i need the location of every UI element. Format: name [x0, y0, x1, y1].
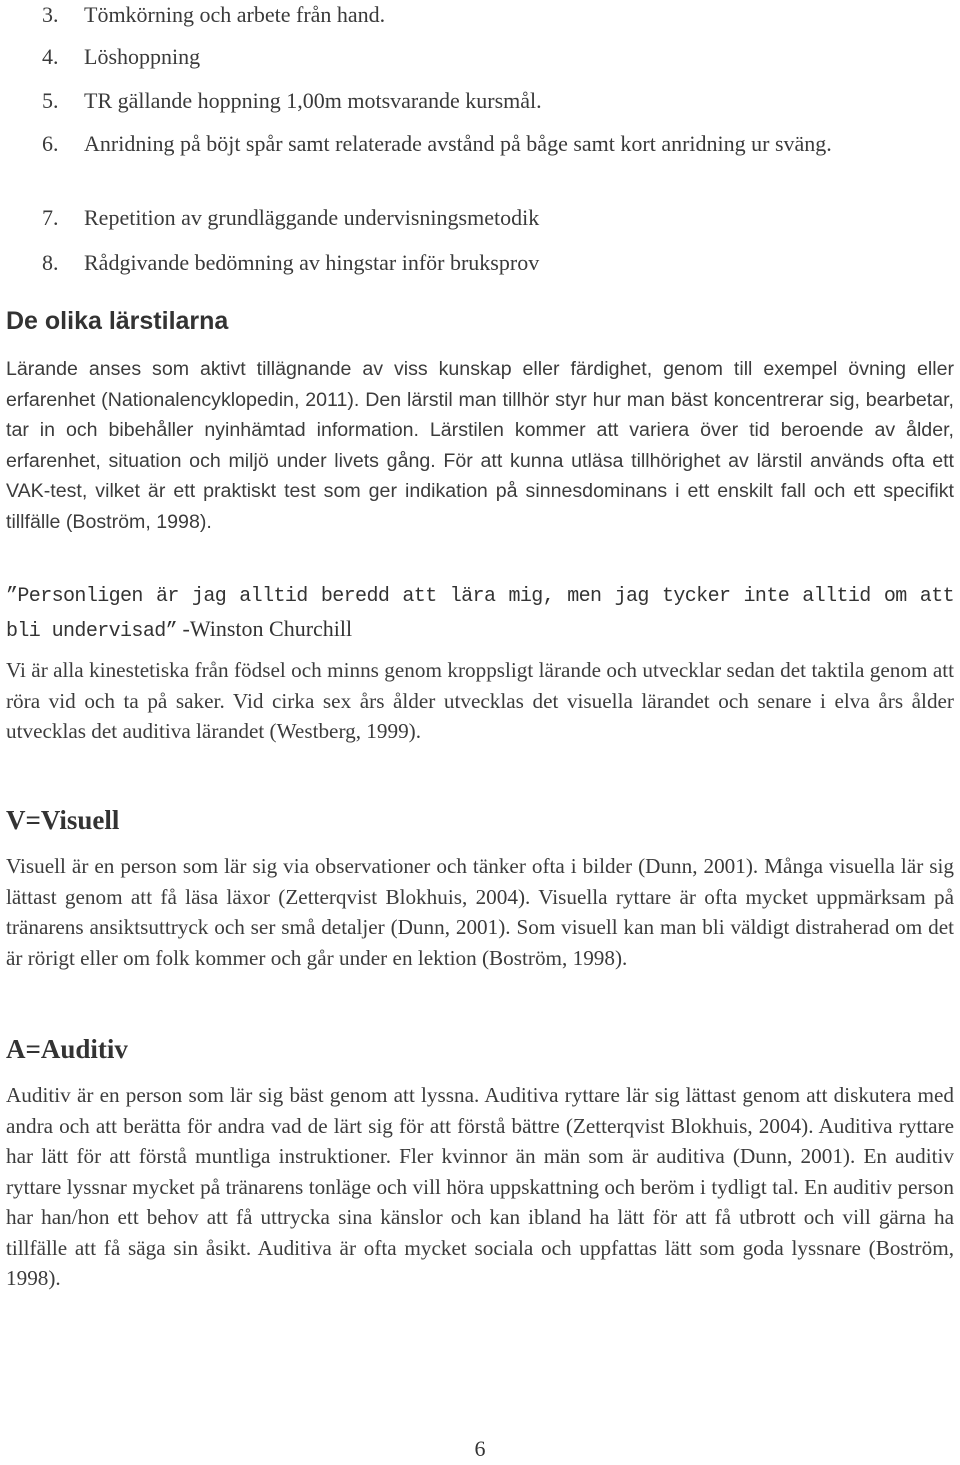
section-heading-visual: V=Visuell	[6, 805, 120, 835]
list-item-text: Löshoppning	[84, 44, 201, 69]
visual-paragraph: Visuell är en person som lär sig via observationer och tänker ofta i bilder (Dunn, 2001). Många visuella lär sig lättast genom att få läsa läxor (Zetterqvist Blokhuis, 2004). Visuella ryttare är ofta mycket uppmärksam på tränarens ansiktsuttryck och ser små detaljer (Dunn, 2001). Som visuell kan man bli väldigt distraherad om det är rörigt eller om folk kommer och går under en lektion (Boström, 1998).	[6, 854, 954, 970]
list-item-number: 4.	[42, 44, 59, 69]
auditive-paragraph: Auditiv är en person som lär sig bäst genom att lyssna. Auditiva ryttare lär sig lättast genom att diskutera med andra och att berätta för andra vad de lärt sig för att förstå bättre (Zetterqvist Blokhuis, 2004). Auditiva ryttare har lätt för att förstå muntliga instruktioner. Fler kvinnor än män som är auditiva (Dunn, 2001). En auditiv ryttare lyssnar mycket på tränarens tonläge och vill höra uppskattning och beröm i tydligt tal. En auditiv person har han/hon ett behov att få uttrycka sina känslor och kan ibland ha lätt för att få utbrott och vill gärna ha tillfälle att få säga sin åsikt. Auditiva är ofta mycket sociala och uppfattas lätt som goda lyssnare (Boström, 1998).	[6, 1083, 954, 1290]
section-heading-auditive: A=Auditiv	[6, 1034, 128, 1064]
list-item-text: Tömkörning och arbete från hand.	[84, 2, 386, 27]
list-item-number: 5.	[42, 88, 59, 113]
list-item-text: Repetition av grundläggande undervisningsmetodik	[84, 205, 540, 230]
section-heading-learning-styles: De olika lärstilarna	[6, 307, 229, 335]
list-item-text: Rådgivande bedömning av hingstar inför bruksprov	[84, 250, 540, 275]
list-item-number: 8.	[42, 250, 59, 275]
list-item-text: Anridning på böjt spår samt relaterade avstånd på båge samt kort anridning ur sväng.	[84, 131, 832, 156]
list-item-number: 7.	[42, 205, 59, 230]
kinesthetic-paragraph: Vi är alla kinestetiska från födsel och minns genom kroppsligt lärande och utvecklar sedan det taktila genom att röra vid och ta på saker. Vid cirka sex års ålder utvecklas det visuella lärandet och senare i elva års ålder utvecklas det auditiva lärandet (Westberg, 1999).	[6, 658, 954, 743]
page-number: 6	[474, 1436, 486, 1461]
churchill-quote	[6, 581, 954, 648]
list-item-text: TR gällande hoppning 1,00m motsvarande kursmål.	[84, 88, 542, 113]
list-item-number: 3.	[42, 2, 59, 27]
quote-attribution: -Winston Churchill	[177, 616, 353, 641]
learning-styles-paragraph: Lärande anses som aktivt tillägnande av viss kunskap eller färdighet, genom till exempel övning eller erfarenhet (Nationalencyklopedin, 2011). Den lärstil man tillhör styr hur man bäst koncentrerar sig, bearbetar, tar in och bibehåller nyinhämtad information. Lärstilen kommer att variera över tid beroende av ålder, erfarenhet, situation och miljö under livets gång. För att kunna utläsa tillhörighet av lärstil används ofta ett VAK-test, vilket är ett praktiskt test som ger indikation på sinnesdominans i ett enskilt fall och ett specifikt tillfälle (Boström, 1998).	[6, 358, 954, 533]
quote-text: ”Personligen är jag alltid beredd att lära mig, men jag tycker inte alltid om att bli undervisad”	[6, 585, 954, 643]
list-item-number: 6.	[42, 131, 59, 156]
